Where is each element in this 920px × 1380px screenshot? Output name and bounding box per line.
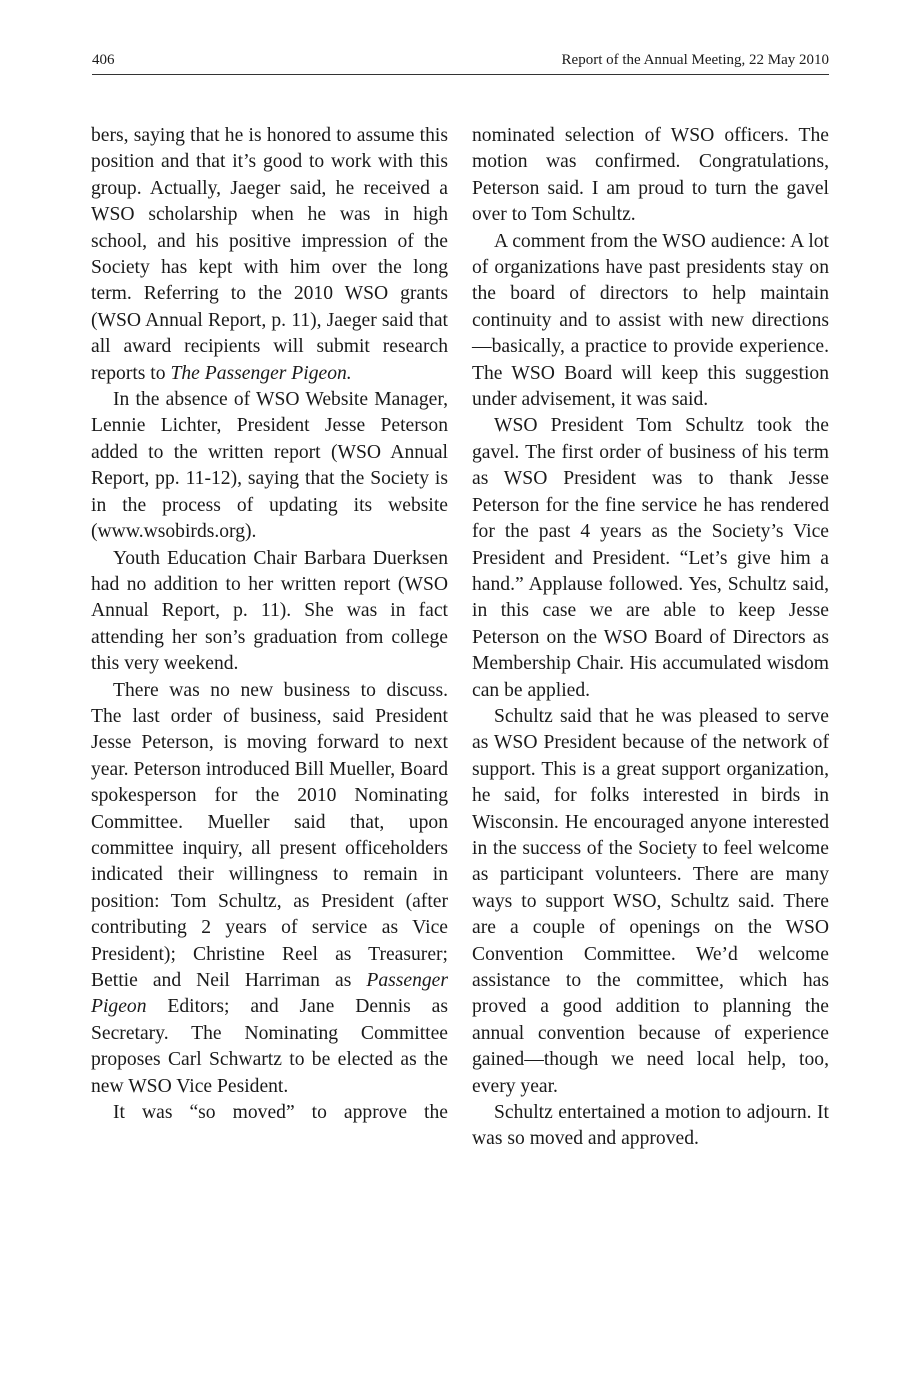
paragraph — [91, 123, 448, 387]
paragraph: In the absence of WSO Website Manager, Lennie Lichter, President Jesse Peterson added to the written report (WSO Annual Report, pp. 11-12), saying that the Society is in the process of updating its website (www.wsobirds.org). — [91, 389, 448, 543]
paragraph-text: Editors; and Jane Dennis as Secretary. The Nominating Committee proposes Carl Schwartz to be elected as the new WSO Vice Pesident. — [91, 996, 448, 1097]
right-column — [472, 123, 829, 1153]
italic-title: The Passenger Pigeon. — [170, 362, 352, 384]
paragraph-text: bers, saying that he is honored to assume this position and that it’s good to work with this group. Actually, Jaeger said, he received a WSO scholarship when he was in high school, and his positive impression of the Society has kept with him over the long term. Referring to the 2010 WSO grants (WSO Annual Report, p. 11), Jaeger said that all award recipients will submit research reports to — [91, 125, 448, 384]
italic-title: Passenger Pigeon — [91, 970, 448, 1018]
paragraph: Schultz entertained a motion to adjourn. It was so moved and approved. — [472, 1102, 829, 1150]
paragraph: Youth Education Chair Barbara Duerksen had no addition to her written report (WSO Annual Report, p. 11). She was in fact attending her son’s graduation from college this very weekend. — [91, 547, 448, 675]
running-header — [92, 50, 829, 75]
paragraph-text: There was no new business to discuss. The last order of business, said President Jesse Peterson, is moving forward to next year. Peterson introduced Bill Mueller, Board spokesperson for the 2010 Nominating Committee. Mueller said that, upon committee inquiry, all present officeholders indicated their willingness to remain in position: Tom Schultz, as President (after contributing 2 years of service as Vice President); Christine Reel as Treasurer; Bettie and Neil Harriman as — [91, 679, 448, 991]
paragraph: nominated selection of WSO officers. The motion was confirmed. Congratulations, Peterson said. I am proud to turn the gavel over to Tom Schultz. — [472, 125, 829, 226]
left-column — [91, 123, 448, 1126]
paragraph: WSO President Tom Schultz took the gavel. The first order of business of his term as WSO President was to thank Jesse Peterson for the fine service he has rendered for the past 4 years as the Society’s Vice President and President. “Let’s give him a hand.” Applause followed. Yes, Schultz said, in this case we are able to keep Jesse Peterson on the WSO Board of Directors as Membership Chair. His accumulated wisdom can be applied. — [472, 415, 829, 701]
paragraph — [91, 678, 448, 1101]
paragraph: A comment from the WSO audience: A lot of organizations have past presidents stay on the board of directors to help maintain continuity and to assist with new directions—basically, a practice to provide experience. The WSO Board will keep this suggestion under advisement, it was said. — [472, 230, 829, 411]
running-title: Report of the Annual Meeting, 22 May 2010 — [561, 52, 829, 68]
page-number: 406 — [92, 52, 115, 68]
paragraph: It was “so moved” to approve the — [113, 1102, 448, 1124]
paragraph: Schultz said that he was pleased to serve as WSO President because of the network of support. This is a great support organization, he said, for folks interested in birds in Wisconsin. He encouraged anyone interested in the success of the Society to feel welcome as participant volunteers. There are many ways to support WSO, Schultz said. There are a couple of openings on the WSO Convention Committee. We’d welcome assistance to the committee, which has proved a good addition to planning the annual convention because of experience gained—though we need local help, too, every year. — [472, 705, 829, 1097]
